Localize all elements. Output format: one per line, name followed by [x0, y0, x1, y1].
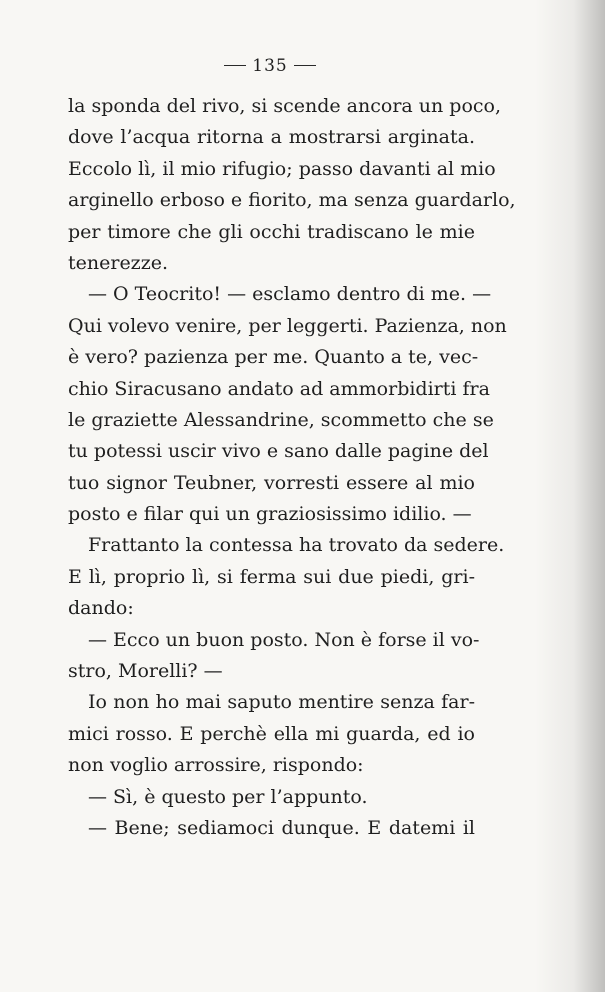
left-dash: [224, 65, 246, 66]
text-line: la sponda del rivo, si scende ancora un poco,: [68, 95, 502, 117]
page-edge-shadow: [535, 0, 605, 992]
right-dash: [294, 65, 316, 66]
text-line: mici rosso. E perchè ella mi guarda, ed io: [68, 722, 475, 745]
text-line: stro, Morelli? —: [68, 660, 223, 683]
text-line: Qui volevo venire, per leggerti. Pazienza, non: [68, 314, 507, 337]
text-line: Frattanto la contessa ha trovato da sedere.: [88, 534, 505, 557]
body-text: [68, 91, 516, 844]
text-line: dando:: [68, 597, 134, 620]
text-line: — Bene; sediamoci dunque. E datemi il: [88, 816, 475, 839]
text-line: Io non ho mai saputo mentire senza far-: [88, 691, 475, 714]
text-line: E lì, proprio lì, si ferma sui due piedi, gri-: [68, 565, 475, 588]
text-line: — Sì, è questo per l’appunto.: [88, 785, 368, 808]
text-line: per timore che gli occhi tradiscano le mie: [68, 220, 475, 243]
text-line: — O Teocrito! — esclamo dentro di me. —: [88, 283, 492, 306]
text-line: tu potessi uscir vivo e sano dalle pagine del: [68, 440, 489, 463]
text-line: è vero? pazienza per me. Quanto a te, vec-: [68, 346, 479, 369]
text-line: arginello erboso e fiorito, ma senza guardarlo,: [68, 189, 516, 212]
text-line: non voglio arrossire, rispondo:: [68, 754, 364, 777]
page-number-header: [0, 56, 540, 76]
text-line: tuo signor Teubner, vorresti essere al mio: [68, 471, 475, 494]
text-line: Eccolo lì, il mio rifugio; passo davanti al mio: [68, 157, 496, 180]
page-number: 135: [252, 56, 288, 76]
text-line: chio Siracusano andato ad ammorbidirti fra: [68, 377, 490, 400]
text-line: le graziette Alessandrine, scommetto che se: [68, 408, 494, 431]
text-line: dove l’acqua ritorna a mostrarsi arginata.: [68, 126, 475, 149]
text-line: posto e filar qui un graziosissimo idilio. —: [68, 503, 472, 526]
text-line: — Ecco un buon posto. Non è forse il vo-: [88, 628, 480, 651]
text-line: tenerezze.: [68, 251, 168, 274]
